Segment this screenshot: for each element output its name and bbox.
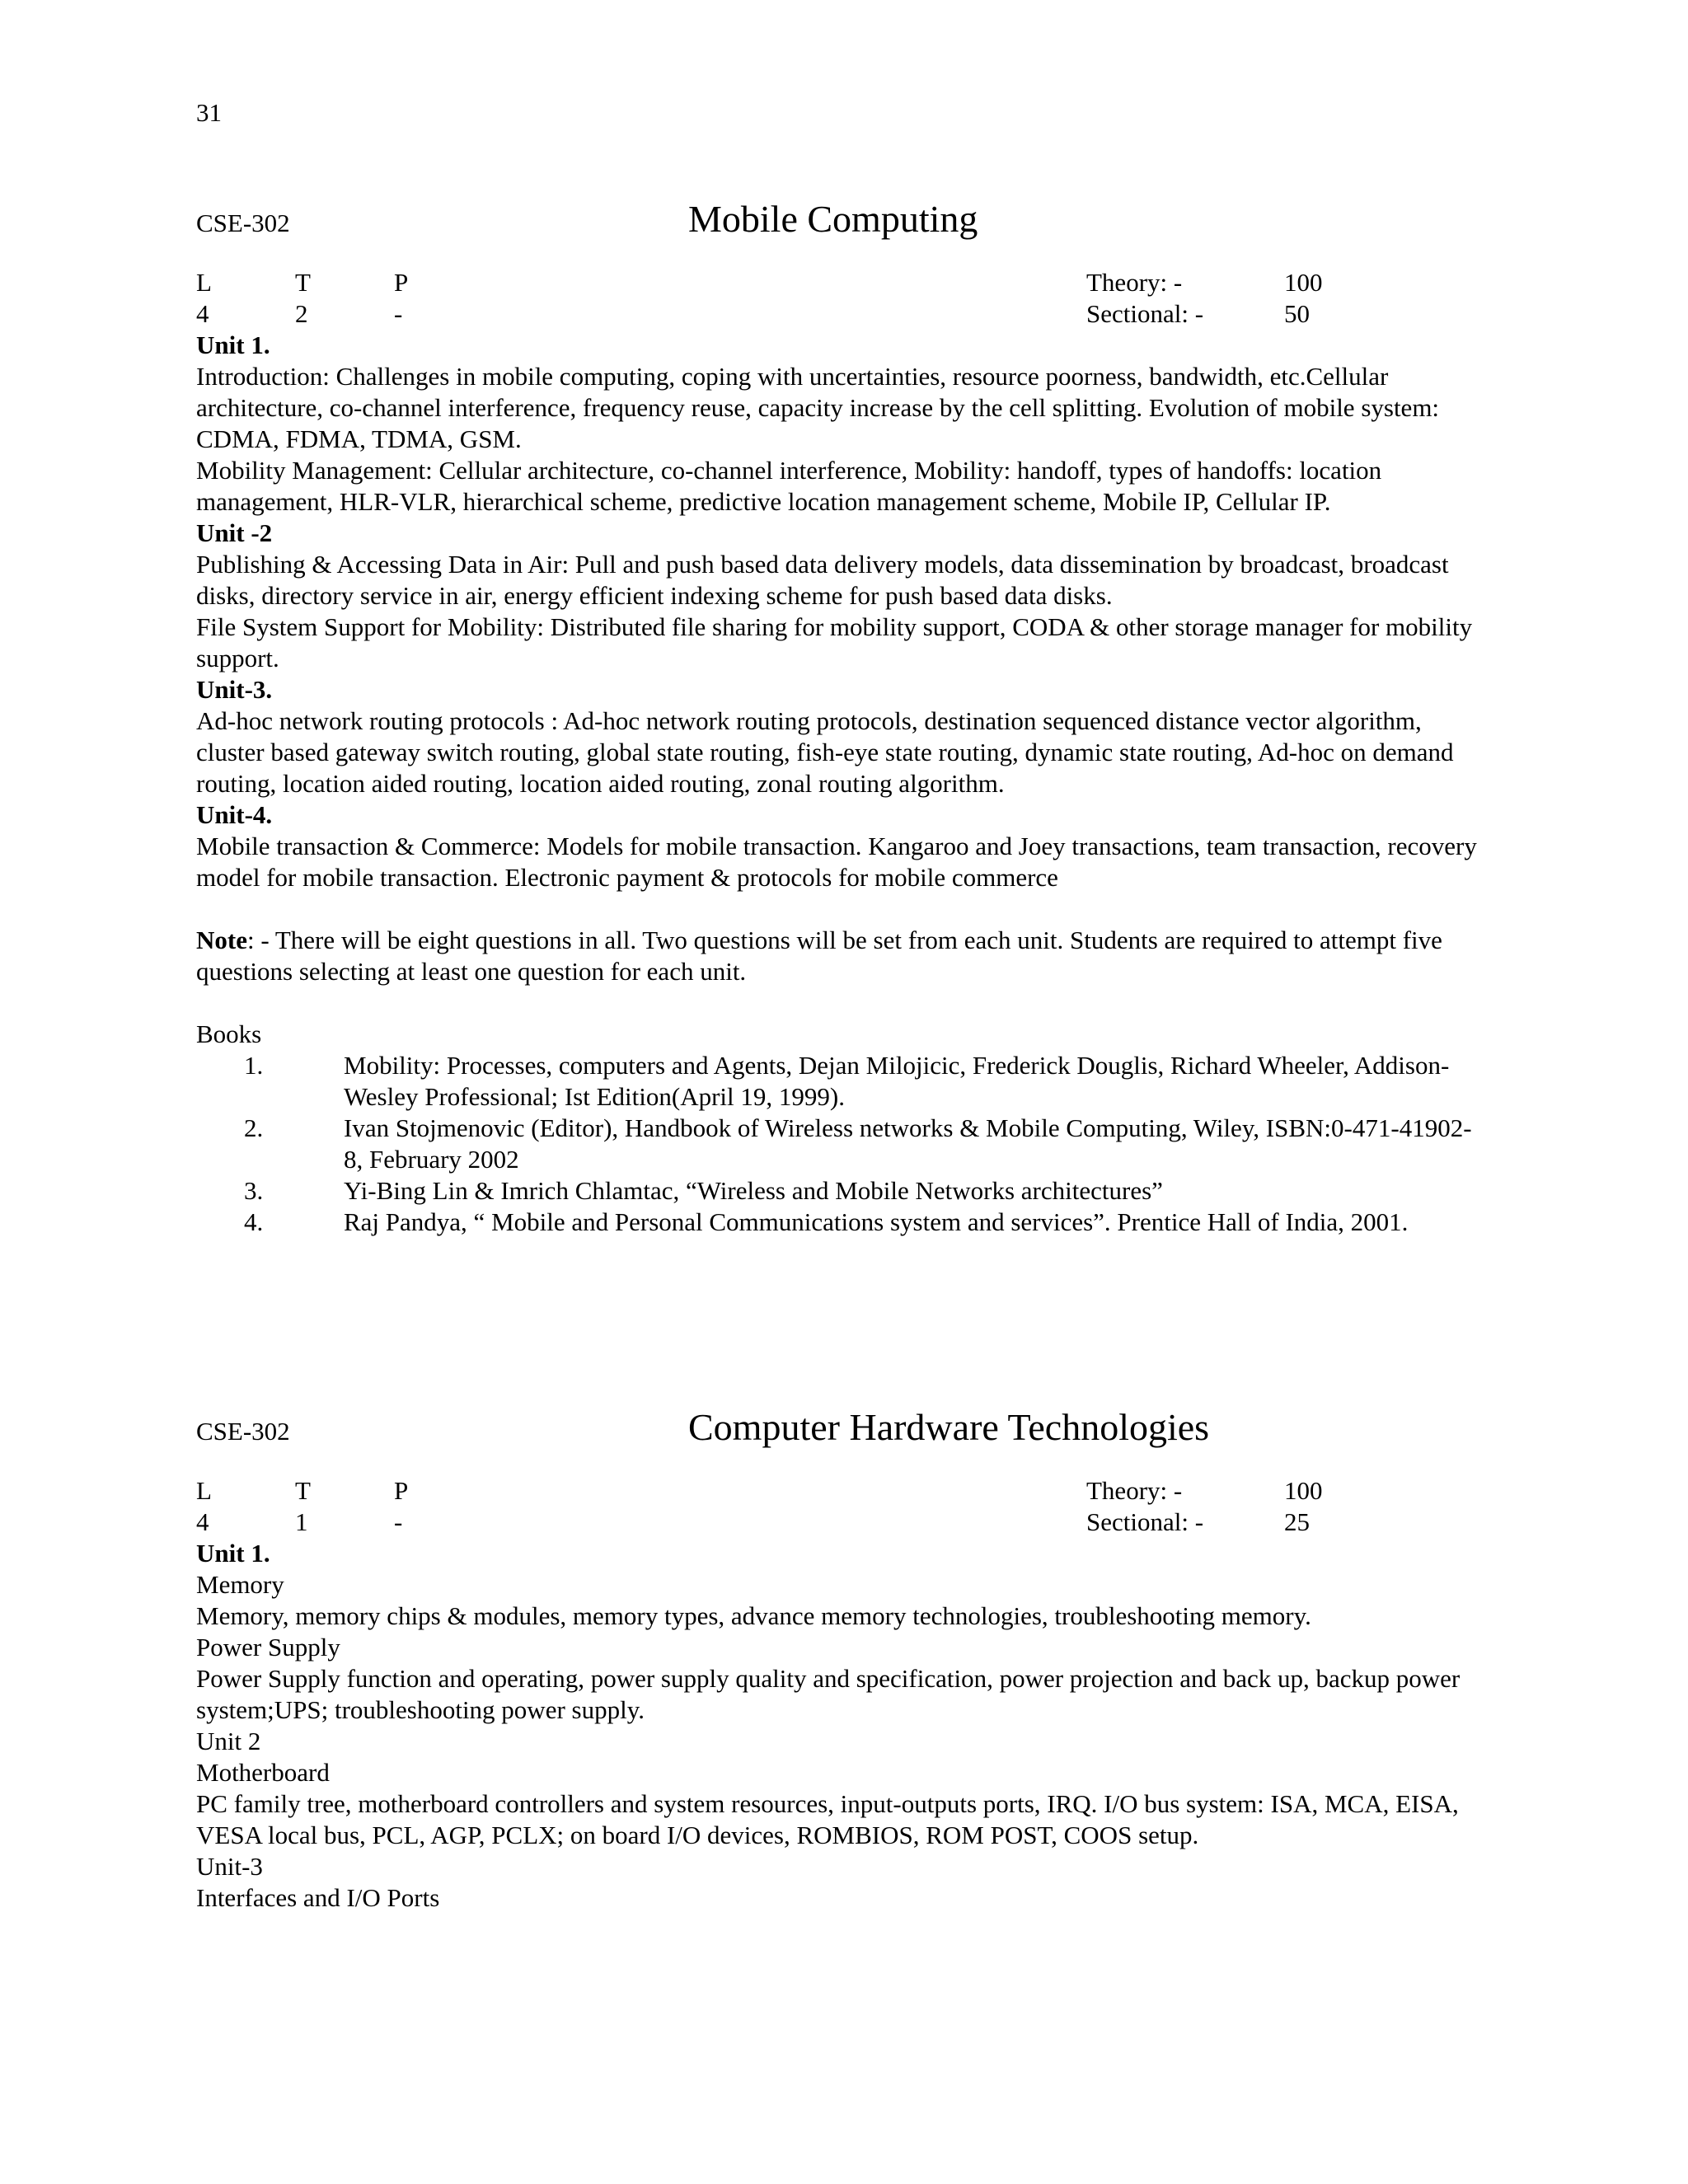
book-item [196, 1113, 1482, 1175]
syllabus-paragraph: Mobility Management: Cellular architecture, co-channel interference, Mobility: handoff, types of handoffs: location management, HLR-VLR, hierarchical scheme, predictive location management scheme, Mobile IP, Cellular IP. [196, 456, 1382, 516]
book-item [196, 1050, 1482, 1113]
syllabus-subheading: Memory [196, 1570, 284, 1599]
note-text: : - There will be eight questions in all. Two questions will be set from each unit. Students are required to attempt five questions selecting at least one question for each unit. [196, 926, 1442, 986]
unit-heading: Unit -2 [196, 518, 273, 547]
ltp-header-t: T [295, 268, 311, 297]
syllabus-paragraph: PC family tree, motherboard controllers and system resources, input-outputs ports, IRQ. I/O bus system: ISA, MCA, EISA, VESA local bus, PCL, AGP, PCLX; on board I/O devices, ROMBIOS, ROM POST, COOS setup. [196, 1789, 1459, 1849]
syllabus-paragraph: Publishing & Accessing Data in Air: Pull and push based data delivery models, data dissemination by broadcast, broadcast disks, directory service in air, energy efficient indexing scheme for push based data disks. [196, 550, 1449, 610]
theory-value: 100 [1284, 1476, 1323, 1505]
spacer [196, 987, 1482, 1019]
ltp-value-p: - [394, 299, 403, 328]
ltp-header-l: L [196, 268, 212, 297]
ltp-value-p: - [394, 1507, 403, 1536]
books-heading: Books [196, 1019, 262, 1048]
book-item [196, 1207, 1482, 1238]
book-text: Ivan Stojmenovic (Editor), Handbook of Wireless networks & Mobile Computing, Wiley, ISBN:0-471-41902-8, February 2002 [344, 1113, 1472, 1174]
exam-note [196, 925, 1482, 987]
course-code: CSE-302 [196, 209, 290, 237]
course-syllabus [196, 1538, 1482, 1914]
book-text: Yi-Bing Lin & Imrich Chlamtac, “Wireless and Mobile Networks architectures” [344, 1176, 1163, 1205]
ltp-marks-table [196, 1475, 1482, 1538]
spacer [196, 893, 1482, 925]
syllabus-subheading: Motherboard [196, 1758, 330, 1787]
syllabus-paragraph: Mobile transaction & Commerce: Models for mobile transaction. Kangaroo and Joey transactions, team transaction, recovery model for mobile transaction. Electronic payment & protocols for mobile commerce [196, 832, 1477, 892]
unit-heading: Unit-3 [196, 1852, 263, 1881]
theory-value: 100 [1284, 268, 1323, 297]
course-header [196, 196, 1482, 255]
book-text: Mobility: Processes, computers and Agents, Dejan Milojicic, Frederick Douglis, Richard Wheeler, Addison-Wesley Professional; Ist Edition(April 19, 1999). [344, 1051, 1450, 1111]
page-number: 31 [196, 98, 222, 127]
syllabus-subheading: Interfaces and I/O Ports [196, 1883, 440, 1912]
ltp-value-t: 2 [295, 299, 308, 328]
syllabus-paragraph: Introduction: Challenges in mobile computing, coping with uncertainties, resource poorness, bandwidth, etc.Cellular architecture, co-channel interference, frequency reuse, capacity increase by the cell splitting. Evolution of mobile system: CDMA, FDMA, TDMA, GSM. [196, 362, 1440, 453]
unit-heading: Unit 1. [196, 330, 270, 359]
syllabus-paragraph: Ad-hoc network routing protocols : Ad-hoc network routing protocols, destination sequenced distance vector algorithm, cluster based gateway switch routing, global state routing, fish-eye state routing, dynamic state routing, Ad-hoc on demand routing, location aided routing, location aided routing, zonal routing algorithm. [196, 706, 1454, 798]
ltp-header-l: L [196, 1476, 212, 1505]
ltp-value-row [196, 1507, 1482, 1538]
course-title: Computer Hardware Technologies [688, 1406, 1210, 1448]
ltp-value-t: 1 [295, 1507, 308, 1536]
theory-label: Theory: - [1086, 268, 1183, 297]
book-number: 2. [244, 1113, 264, 1142]
unit-heading: Unit 1. [196, 1539, 270, 1568]
sectional-value: 50 [1284, 299, 1310, 328]
ltp-header-row [196, 267, 1482, 298]
unit-heading: Unit-4. [196, 800, 273, 829]
ltp-header-p: P [394, 268, 409, 297]
book-number: 4. [244, 1207, 264, 1236]
ltp-header-t: T [295, 1476, 311, 1505]
ltp-value-l: 4 [196, 299, 209, 328]
book-number: 1. [244, 1051, 264, 1080]
course-title: Mobile Computing [688, 198, 978, 240]
course-syllabus [196, 330, 1482, 1238]
ltp-value-row [196, 298, 1482, 330]
course-mobile-computing [196, 196, 1482, 1238]
unit-heading: Unit 2 [196, 1727, 261, 1755]
sectional-value: 25 [1284, 1507, 1310, 1536]
syllabus-paragraph: Power Supply function and operating, power supply quality and specification, power projection and back up, backup power system;UPS; troubleshooting power supply. [196, 1664, 1461, 1724]
syllabus-paragraph: File System Support for Mobility: Distributed file sharing for mobility support, CODA & other storage manager for mobility support. [196, 612, 1473, 673]
sectional-label: Sectional: - [1086, 299, 1204, 328]
syllabus-paragraph: Memory, memory chips & modules, memory types, advance memory technologies, troubleshooting memory. [196, 1601, 1311, 1630]
course-header [196, 1404, 1482, 1464]
sectional-label: Sectional: - [1086, 1507, 1204, 1536]
ltp-header-row [196, 1475, 1482, 1507]
unit-heading: Unit-3. [196, 675, 273, 704]
book-number: 3. [244, 1176, 264, 1205]
theory-label: Theory: - [1086, 1476, 1183, 1505]
syllabus-subheading: Power Supply [196, 1633, 340, 1661]
ltp-value-l: 4 [196, 1507, 209, 1536]
ltp-marks-table [196, 267, 1482, 330]
book-text: Raj Pandya, “ Mobile and Personal Communications system and services”. Prentice Hall of India, 2001. [344, 1207, 1409, 1236]
book-item [196, 1175, 1482, 1207]
note-label: Note [196, 926, 247, 954]
course-computer-hardware-technologies [196, 1404, 1482, 1914]
book-list [196, 1050, 1482, 1238]
ltp-header-p: P [394, 1476, 409, 1505]
course-code: CSE-302 [196, 1417, 290, 1446]
